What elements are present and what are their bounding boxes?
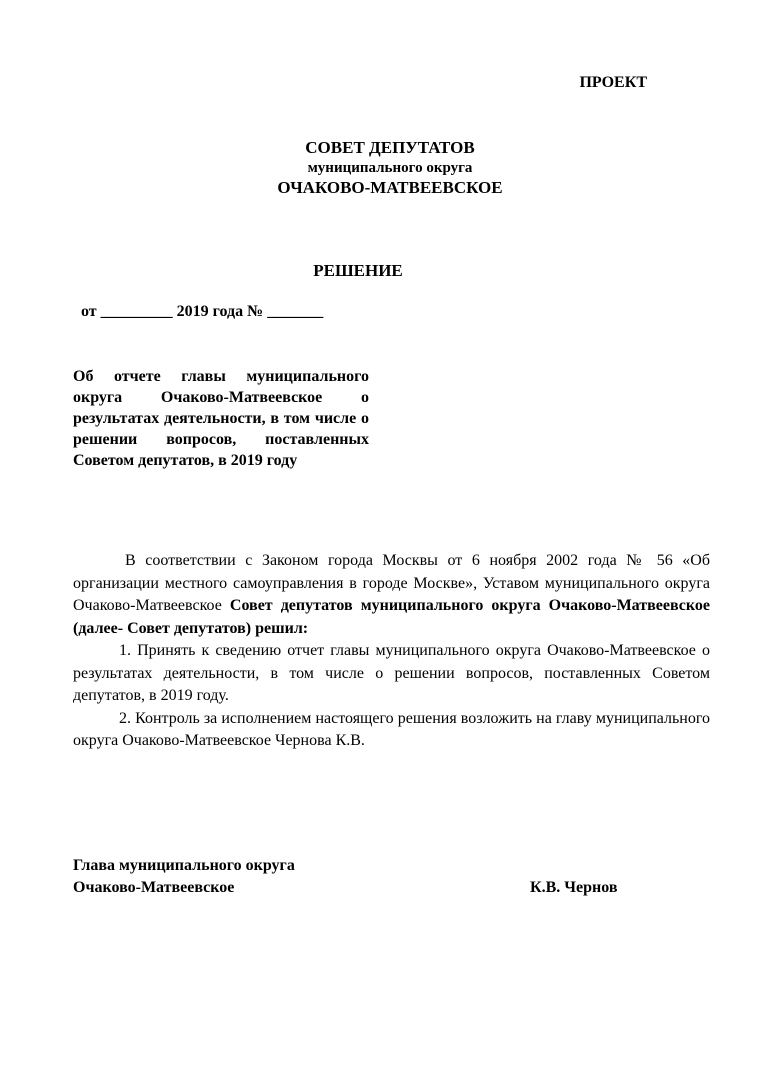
council-title: СОВЕТ ДЕПУТАТОВ [305,138,475,157]
council-subtitle: муниципального округа [307,160,473,176]
preamble-paragraph [73,550,710,640]
date-number-line: от _________ 2019 года № _______ [81,303,324,320]
resolution-item-1: 1. Принять к сведению отчет главы муниципального округа Очаково-Матвеевское о результатах деятельности, в том числе о решении вопросов, поставленных Советом депутатов, в 2019 году. [73,642,710,704]
resolution-item-2: 2. Контроль за исполнением настоящего решения возложить на главу муниципального округа Очаково-Матвеевское Чернова К.В. [73,709,710,749]
preamble-text: В соответствии с Законом города Москвы от 6 ноября 2002 года № 56 «Об организации местного самоуправления в городе Москве», Уставом муниципального округа Очаково-Матвеевское [73,552,710,614]
preamble-resolution: Совет депутатов муниципального округа Очаково-Матвеевское (далее- Совет депутатов) решил: [73,597,711,637]
decision-subject: Об отчете главы муниципального округа Очаково-Матвеевское о результатах деятельности, в том числе о решении вопросов, поставленных Советом депутатов, в 2019 году [73,368,369,469]
signature-name: К.В. Чернов [530,879,618,896]
project-label: ПРОЕКТ [579,74,647,91]
decision-title: РЕШЕНИЕ [313,261,403,280]
district-name: ОЧАКОВО-МАТВЕЕВСКОЕ [277,178,503,197]
decision-body [73,550,710,753]
signature-district: Очаково-Матвеевское [73,879,235,896]
signature-position: Глава муниципального округа [73,857,295,874]
council-header [0,138,763,198]
